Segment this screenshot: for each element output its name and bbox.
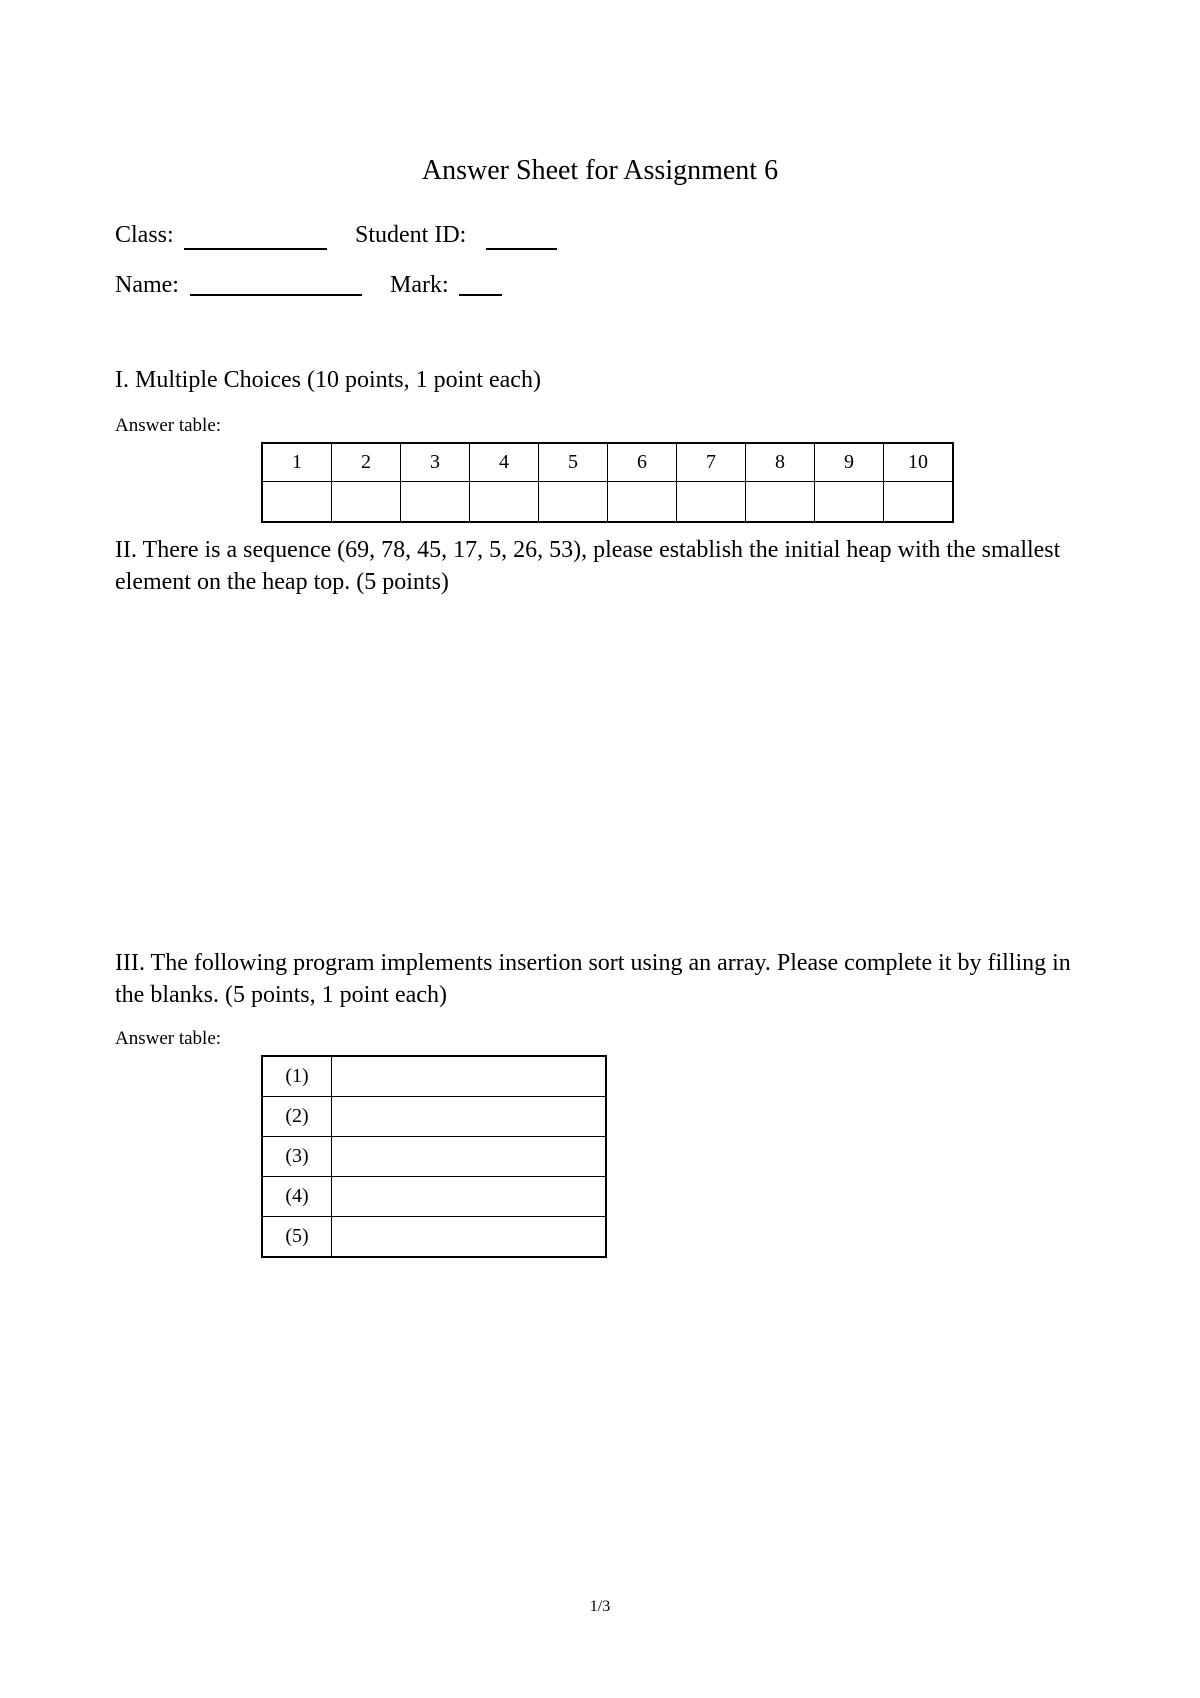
mc-col-header: 9 bbox=[815, 444, 884, 482]
fill-row-number: (4) bbox=[263, 1177, 332, 1217]
name-label: Name: bbox=[115, 272, 179, 298]
mc-col-header: 5 bbox=[539, 444, 608, 482]
section-3-heading: III. The following program implements insertion sort using an array. Please complete it by filling in the blanks. (5 points, 1 point each) bbox=[115, 950, 1071, 1008]
fill-answer-cell[interactable] bbox=[332, 1097, 606, 1137]
mc-col-header: 6 bbox=[608, 444, 677, 482]
section-2-heading: II. There is a sequence (69, 78, 45, 17, 5, 26, 53), please establish the initial heap with the smallest element on the heap top. (5 points) bbox=[115, 537, 1061, 595]
mc-answer-cell[interactable] bbox=[332, 482, 401, 522]
fill-row-number: (3) bbox=[263, 1137, 332, 1177]
student-id-label: Student ID: bbox=[355, 222, 467, 248]
fill-blank-answer-table bbox=[262, 1056, 606, 1257]
mc-col-header: 2 bbox=[332, 444, 401, 482]
fill-row bbox=[263, 1097, 606, 1137]
mc-answer-row bbox=[263, 482, 953, 522]
mc-answer-cell[interactable] bbox=[401, 482, 470, 522]
mc-answer-cell[interactable] bbox=[470, 482, 539, 522]
section-1-answer-table-label: Answer table: bbox=[115, 415, 222, 436]
mark-label: Mark: bbox=[390, 272, 449, 298]
fill-answer-cell[interactable] bbox=[332, 1217, 606, 1257]
mc-col-header: 8 bbox=[746, 444, 815, 482]
fill-row bbox=[263, 1057, 606, 1097]
mark-blank[interactable] bbox=[459, 294, 502, 296]
section-1-heading: I. Multiple Choices (10 points, 1 point each) bbox=[115, 367, 541, 393]
fill-row bbox=[263, 1137, 606, 1177]
fill-row-number: (1) bbox=[263, 1057, 332, 1097]
section-2-answer-area[interactable] bbox=[115, 610, 1105, 940]
mc-col-header: 3 bbox=[401, 444, 470, 482]
mc-answer-cell[interactable] bbox=[263, 482, 332, 522]
fill-answer-cell[interactable] bbox=[332, 1177, 606, 1217]
fill-row-number: (5) bbox=[263, 1217, 332, 1257]
mc-answer-cell[interactable] bbox=[746, 482, 815, 522]
mc-answer-cell[interactable] bbox=[608, 482, 677, 522]
name-blank[interactable] bbox=[190, 294, 362, 296]
fill-row bbox=[263, 1177, 606, 1217]
mc-col-header: 4 bbox=[470, 444, 539, 482]
mc-col-header: 1 bbox=[263, 444, 332, 482]
mc-col-header: 7 bbox=[677, 444, 746, 482]
fill-answer-cell[interactable] bbox=[332, 1057, 606, 1097]
class-blank[interactable] bbox=[184, 248, 327, 250]
mc-answer-cell[interactable] bbox=[815, 482, 884, 522]
fill-row bbox=[263, 1217, 606, 1257]
mc-col-header: 10 bbox=[884, 444, 953, 482]
mc-header-row bbox=[263, 444, 953, 482]
fill-row-number: (2) bbox=[263, 1097, 332, 1137]
section-3-answer-table-label: Answer table: bbox=[115, 1028, 222, 1049]
page-number: 1/3 bbox=[589, 1598, 611, 1615]
mc-answer-cell[interactable] bbox=[884, 482, 953, 522]
student-id-blank[interactable] bbox=[486, 248, 557, 250]
multiple-choice-answer-table bbox=[262, 443, 953, 522]
mc-answer-cell[interactable] bbox=[677, 482, 746, 522]
mc-answer-cell[interactable] bbox=[539, 482, 608, 522]
fill-answer-cell[interactable] bbox=[332, 1137, 606, 1177]
page-title: Answer Sheet for Assignment 6 bbox=[421, 155, 779, 186]
class-label: Class: bbox=[115, 222, 174, 248]
